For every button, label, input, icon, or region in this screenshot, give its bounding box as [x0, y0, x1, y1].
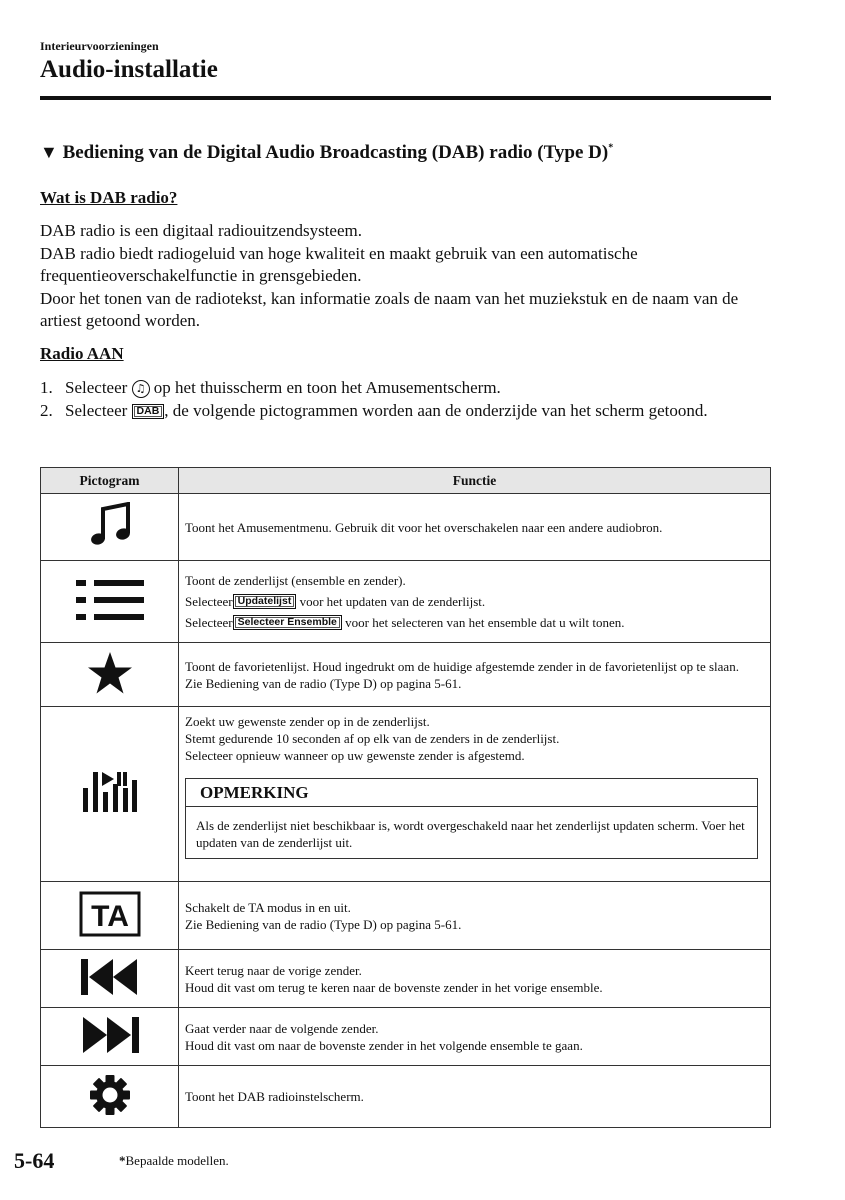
paragraph: DAB radio is een digitaal radiouitzendsysteem. — [40, 221, 362, 240]
subheading-what-is-dab: Wat is DAB radio? — [40, 188, 178, 207]
description-line: Keert terug naar de vorige zender. — [185, 962, 362, 978]
list-icon — [41, 561, 179, 643]
footnote-text: Bepaalde modellen. — [125, 1153, 229, 1168]
description-line: Zie Bediening van de radio (Type D) op pagina 5-61. — [185, 916, 462, 932]
footnote — [119, 1153, 229, 1169]
page-number: 5-64 — [14, 1148, 55, 1173]
table-row — [41, 950, 771, 1008]
table-row — [41, 707, 771, 882]
description-line: Toont het Amusementmenu. Gebruik dit voor het overschakelen naar een andere audiobron. — [185, 519, 663, 535]
scan-icon — [41, 707, 179, 882]
row-description — [179, 494, 771, 561]
intro-paragraphs — [40, 220, 780, 333]
description-line: Selecteer Updatelijst voor het updaten van de zenderlijst. — [185, 594, 486, 609]
row-description — [179, 882, 771, 950]
step-text-after: , de volgende pictogrammen worden aan de onderzijde van het scherm getoond. — [164, 400, 708, 420]
step-2 — [40, 400, 780, 423]
description-line: Toont het DAB radioinstelscherm. — [185, 1089, 364, 1104]
steps-list — [40, 377, 780, 422]
asterisk-mark: * — [608, 142, 614, 154]
description-line: Houd dit vast om naar de bovenste zender in het volgende ensemble te gaan. — [185, 1037, 583, 1053]
ta-icon-label: TA — [90, 899, 129, 933]
section-heading — [40, 142, 613, 164]
triangle-marker: ▼ — [40, 142, 58, 162]
description-line: Zoekt uw gewenste zender op in de zenderlijst. — [185, 714, 430, 729]
step-1 — [40, 377, 780, 400]
table-header-row — [41, 468, 771, 494]
pictogram-table — [40, 467, 771, 1128]
gear-icon — [41, 1066, 179, 1128]
table-row — [41, 643, 771, 707]
step-number: 2. — [40, 400, 53, 420]
table-row — [41, 1066, 771, 1128]
description-line: Toont de favorietenlijst. Houd ingedrukt om de huidige afgestemde zender in de favorietenlijst op te slaan. — [185, 658, 739, 674]
music-icon — [41, 494, 179, 561]
section-heading-text: Bediening van de Digital Audio Broadcasting (DAB) radio (Type D) — [62, 142, 609, 163]
description-line: Stemt gedurende 10 seconden af op elk van de zenders in de zenderlijst. — [185, 731, 560, 746]
description-line: Gaat verder naar de volgende zender. — [185, 1020, 379, 1036]
description-line: Zie Bediening van de radio (Type D) op pagina 5-61. — [185, 675, 462, 691]
row-description — [179, 1008, 771, 1066]
table-row — [41, 561, 771, 643]
dab-button: DAB — [132, 404, 165, 419]
updatelijst-button: Updatelijst — [233, 594, 297, 609]
description-line: Houd dit vast om terug te keren naar de bovenste zender in het vorige ensemble. — [185, 979, 603, 995]
title-divider — [40, 96, 771, 100]
row-description — [179, 561, 771, 643]
row-description — [179, 950, 771, 1008]
star-icon — [41, 643, 179, 707]
next-icon — [41, 1008, 179, 1066]
step-text-after: op het thuisscherm en toon het Amusementscherm. — [153, 378, 501, 397]
note-box — [185, 778, 758, 859]
paragraph: Door het tonen van de radiotekst, kan informatie zoals de naam van het muziekstuk en de naam van de artiest getoond worden. — [40, 288, 739, 330]
step-text — [65, 377, 780, 400]
description-line: Selecteer Selecteer Ensemble voor het selecteren van het ensemble dat u wilt tonen. — [185, 615, 625, 630]
paragraph: DAB radio biedt radiogeluid van hoge kwaliteit en maakt gebruik van een automatische frequentieoverschakelfunctie in grensgebieden. — [40, 243, 638, 285]
description-line: Selecteer opnieuw wanneer op uw gewenste zender is afgestemd. — [185, 748, 525, 763]
step-number: 1. — [40, 378, 53, 397]
ta-icon — [41, 882, 179, 950]
subheading-radio-on: Radio AAN — [40, 344, 124, 363]
row-description — [179, 1066, 771, 1128]
description-line: Schakelt de TA modus in en uit. — [185, 899, 351, 915]
step-text-before: Selecteer — [65, 378, 128, 397]
select-ensemble-button: Selecteer Ensemble — [233, 615, 342, 630]
footnote-asterisk: * — [119, 1153, 126, 1168]
description-line: Toont de zenderlijst (ensemble en zender). — [185, 573, 406, 588]
table-row — [41, 1008, 771, 1066]
note-title: OPMERKING — [186, 779, 757, 807]
note-text: Als de zenderlijst niet beschikbaar is, wordt overgeschakeld naar het zenderlijst updaten scherm. Voer het updaten van de zenderlijst uit. — [196, 818, 745, 850]
table-row — [41, 882, 771, 950]
page-title: Audio-installatie — [40, 56, 218, 83]
step-text — [65, 400, 780, 423]
table-row — [41, 494, 771, 561]
music-note-icon: ♫ — [132, 380, 150, 398]
column-header-pictogram: Pictogram — [41, 468, 179, 494]
step-text-before: Selecteer — [65, 400, 128, 420]
section-label: Interieurvoorzieningen — [40, 39, 159, 53]
row-description — [179, 643, 771, 707]
previous-icon — [41, 950, 179, 1008]
column-header-function: Functie — [179, 468, 771, 494]
row-description — [179, 707, 771, 882]
